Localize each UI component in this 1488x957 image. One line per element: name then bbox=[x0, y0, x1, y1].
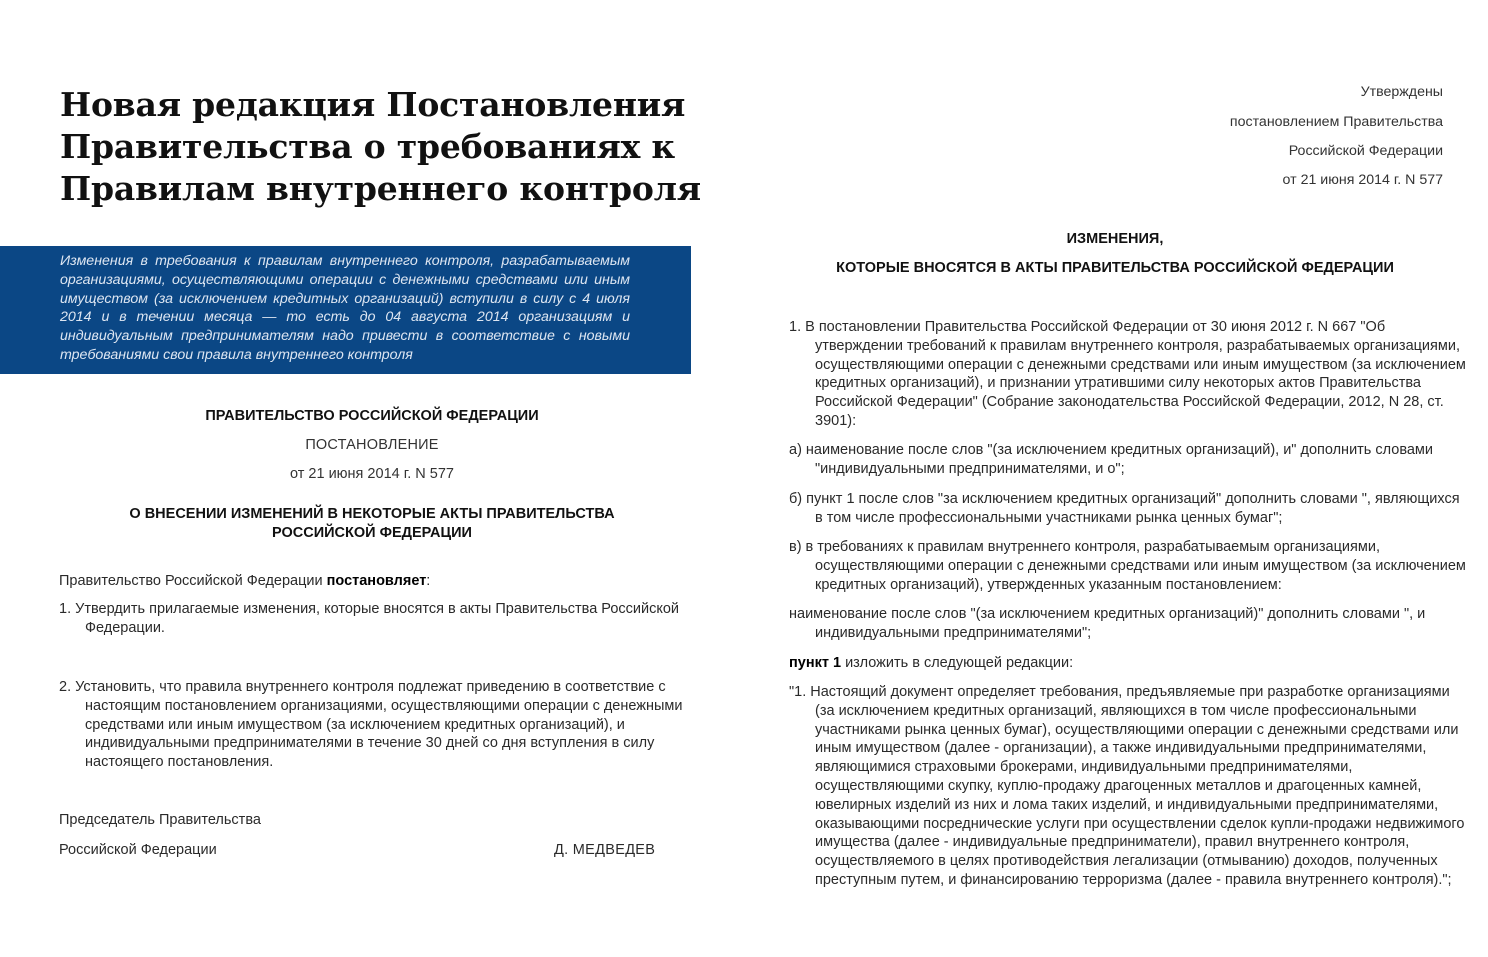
approval-line: постановлением Правительства bbox=[1229, 114, 1443, 130]
decree-subject-line: О ВНЕСЕНИИ ИЗМЕНЕНИЙ В НЕКОТОРЫЕ АКТЫ ПРАВИТЕЛЬСТВА bbox=[129, 506, 615, 522]
chairman-title: Председатель Правительства bbox=[59, 812, 261, 828]
changes-subitem-a: а) наименование после слов "(за исключением кредитных организаций), и" дополнить словами "индивидуальными предпринимателями, и о"; bbox=[789, 442, 1434, 477]
title-line: Правительства о требованиях к bbox=[60, 127, 676, 166]
signature-name: Д. МЕДВЕДЕВ bbox=[554, 842, 656, 858]
decree-heading: ПОСТАНОВЛЕНИЕ bbox=[305, 437, 439, 453]
changes-subitem-b: б) пункт 1 после слов "за исключением кредитных организаций" дополнить словами ", являющихся в том числе профессиональными участниками рынка ценных бумаг"; bbox=[789, 491, 1460, 526]
decree-subject-line: РОССИЙСКОЙ ФЕДЕРАЦИИ bbox=[272, 525, 472, 541]
title-line: Правилам внутреннего контроля bbox=[60, 169, 701, 208]
title-line: Новая редакция Постановления bbox=[60, 85, 686, 124]
changes-item-1: 1. В постановлении Правительства Российской Федерации от 30 июня 2012 г. N 667 "Об утверждении требований к правилам внутреннего контроля, разрабатываемых организациями, осуществляющими операции с денежными средствами или иным имуществом (за исключением кредитных организаций), и признании утратившими силу некоторых актов Правительства Российской Федерации" (Собрание законодательства Российской Федерации, 2012, N 28, ст. 3901): bbox=[789, 319, 1466, 429]
decree-date: от 21 июня 2014 г. N 577 bbox=[290, 466, 454, 482]
approval-line: Утверждены bbox=[1360, 84, 1443, 100]
lead-text: Изменения в требования к правилам внутреннего контроля, разрабатываемым организациями, осуществляющими операции с денежными средствами или иным имуществом (за исключением кредитных организаций) вступили в силу с 4 июля 2014 и в течении месяца — то есть до 04 августа 2014 организациям и индивидуальным предпринимателям надо привести в соответствие с новыми требованиями свои правила внутреннего контроля bbox=[60, 253, 630, 363]
point-1-new-text: "1. Настоящий документ определяет требования, предъявляемые при разработке организациями (за исключением кредитных организаций, являющихся в том числе профессиональными участниками рынка ценных бумаг), осуществляющими операции с денежными средствами или иным имуществом (далее - организации), а также индивидуальными предпринимателями, являющимися страховыми брокерами, индивидуальными предпринимателями, осуществляющими скупку, куплю-продажу драгоценных металлов и драгоценных камней, ювелирных изделий из них и лома таких изделий, и индивидуальными предпринимателями, оказывающими посреднические услуги при осуществлении сделок купли-продажи недвижимого имущества (далее - индивидуальные предприниматели), правил внутреннего контроля, осуществляемого в целях противодействия легализации (отмыванию) доходов, полученных преступным путем, и финансированию терроризма (далее - правила внутреннего контроля)."; bbox=[789, 684, 1465, 888]
changes-subitem-c: в) в требованиях к правилам внутреннего контроля, разрабатываемым организациями, осуществляющими операции с денежными средствами или иным имуществом (за исключением кредитных организаций), утвержденных указанным постановлением: bbox=[789, 539, 1466, 593]
decree-subject bbox=[60, 505, 684, 543]
decree-item-2: 2. Установить, что правила внутреннего контроля подлежат приведению в соответствие с настоящим постановлением организациями, осуществляющими операции с денежными средствами или иным имуществом (за исключением кредитных организаций), и индивидуальными предпринимателями в течение 30 дней со дня вступления в силу настоящего постановления. bbox=[59, 679, 683, 771]
chairman-country: Российской Федерации bbox=[59, 842, 217, 858]
changes-subtitle: КОТОРЫЕ ВНОСЯТСЯ В АКТЫ ПРАВИТЕЛЬСТВА РОССИЙСКОЙ ФЕДЕРАЦИИ bbox=[836, 260, 1394, 276]
government-name: ПРАВИТЕЛЬСТВО РОССИЙСКОЙ ФЕДЕРАЦИИ bbox=[205, 408, 539, 424]
point-1-rest: изложить в следующей редакции: bbox=[841, 655, 1074, 671]
resolves-line bbox=[59, 572, 679, 591]
changes-title: ИЗМЕНЕНИЯ, bbox=[1066, 231, 1164, 247]
resolves-suffix: : bbox=[426, 573, 431, 589]
decree-item-1: 1. Утвердить прилагаемые изменения, которые вносятся в акты Правительства Российской Федерации. bbox=[59, 601, 680, 636]
approval-line: от 21 июня 2014 г. N 577 bbox=[1282, 172, 1443, 188]
point-1-instruction bbox=[789, 654, 1444, 673]
lead-banner bbox=[0, 246, 691, 374]
resolves-keyword: постановляет bbox=[326, 573, 427, 589]
document-title bbox=[60, 84, 701, 210]
point-1-label: пункт 1 bbox=[789, 655, 842, 671]
name-change-paragraph: наименование после слов "(за исключением кредитных организаций)" дополнить словами ", и индивидуальными предпринимателями"; bbox=[789, 606, 1426, 641]
resolves-prefix: Правительство Российской Федерации bbox=[59, 573, 327, 589]
approval-line: Российской Федерации bbox=[1288, 143, 1443, 159]
